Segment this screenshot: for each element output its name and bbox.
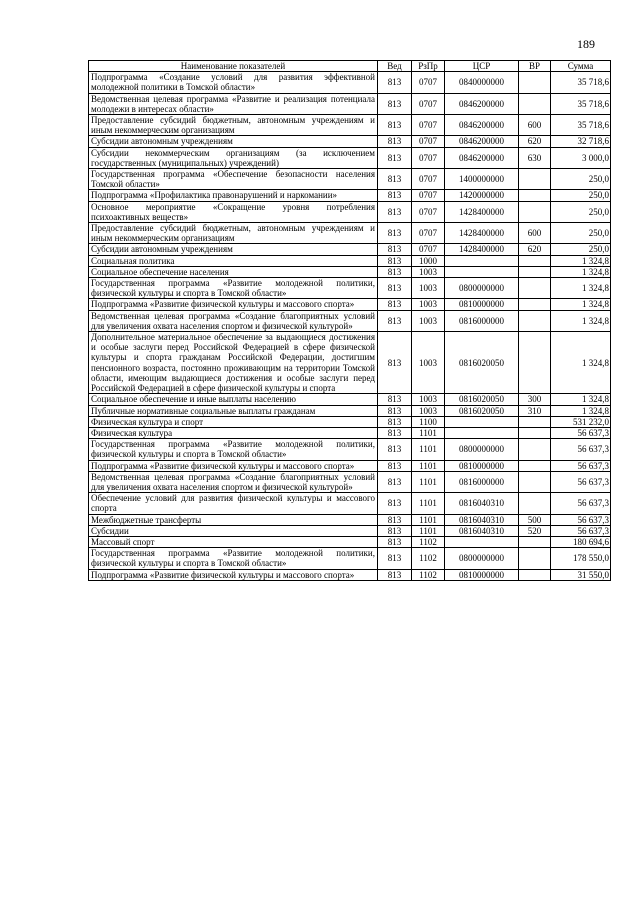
indicator-name-cell: Физическая культура и спорт bbox=[89, 416, 378, 427]
ved-cell: 813 bbox=[378, 460, 412, 471]
table-row bbox=[89, 244, 611, 255]
header-csr: ЦСР bbox=[445, 61, 519, 72]
sum-cell: 1 324,8 bbox=[551, 310, 611, 331]
vr-cell bbox=[519, 93, 551, 114]
rzpr-cell: 1003 bbox=[412, 299, 445, 310]
ved-cell: 813 bbox=[378, 536, 412, 547]
ved-cell: 813 bbox=[378, 439, 412, 460]
csr-cell bbox=[445, 416, 519, 427]
vr-cell: 500 bbox=[519, 514, 551, 525]
table-row bbox=[89, 569, 611, 580]
rzpr-cell: 1101 bbox=[412, 460, 445, 471]
csr-cell: 0846200000 bbox=[445, 115, 519, 136]
sum-cell: 250,0 bbox=[551, 201, 611, 222]
table-row bbox=[89, 405, 611, 416]
header-ved: Вед bbox=[378, 61, 412, 72]
indicator-name-cell: Подпрограмма «Профилактика правонарушений и наркомании» bbox=[89, 190, 378, 201]
vr-cell: 630 bbox=[519, 147, 551, 168]
rzpr-cell: 0707 bbox=[412, 244, 445, 255]
ved-cell: 813 bbox=[378, 93, 412, 114]
sum-cell: 250,0 bbox=[551, 169, 611, 190]
vr-cell bbox=[519, 310, 551, 331]
vr-cell: 310 bbox=[519, 405, 551, 416]
csr-cell bbox=[445, 266, 519, 277]
table-row bbox=[89, 115, 611, 136]
table-body bbox=[89, 72, 611, 581]
csr-cell: 0846200000 bbox=[445, 93, 519, 114]
vr-cell bbox=[519, 536, 551, 547]
table-header-row bbox=[89, 61, 611, 72]
indicator-name-cell: Субсидии автономным учреждениям bbox=[89, 136, 378, 147]
csr-cell: 1428400000 bbox=[445, 244, 519, 255]
ved-cell: 813 bbox=[378, 169, 412, 190]
ved-cell: 813 bbox=[378, 416, 412, 427]
rzpr-cell: 0707 bbox=[412, 169, 445, 190]
ved-cell: 813 bbox=[378, 190, 412, 201]
indicator-name-cell: Социальное обеспечение населения bbox=[89, 266, 378, 277]
rzpr-cell: 1003 bbox=[412, 332, 445, 394]
csr-cell: 0816000000 bbox=[445, 310, 519, 331]
table-row bbox=[89, 394, 611, 405]
csr-cell: 1400000000 bbox=[445, 169, 519, 190]
rzpr-cell: 1003 bbox=[412, 405, 445, 416]
table-row bbox=[89, 536, 611, 547]
csr-cell: 0810000000 bbox=[445, 460, 519, 471]
sum-cell: 1 324,8 bbox=[551, 394, 611, 405]
indicator-name-cell: Подпрограмма «Создание условий для развития эффективной молодежной политики в Томской области» bbox=[89, 72, 378, 93]
vr-cell bbox=[519, 255, 551, 266]
table-row bbox=[89, 266, 611, 277]
budget-table bbox=[88, 60, 611, 581]
sum-cell: 56 637,3 bbox=[551, 493, 611, 514]
vr-cell bbox=[519, 278, 551, 299]
rzpr-cell: 0707 bbox=[412, 190, 445, 201]
header-name: Наименование показателей bbox=[89, 61, 378, 72]
vr-cell bbox=[519, 190, 551, 201]
rzpr-cell: 0707 bbox=[412, 223, 445, 244]
table-row bbox=[89, 493, 611, 514]
vr-cell bbox=[519, 439, 551, 460]
csr-cell: 0800000000 bbox=[445, 439, 519, 460]
csr-cell: 1420000000 bbox=[445, 190, 519, 201]
table-row bbox=[89, 439, 611, 460]
vr-cell bbox=[519, 266, 551, 277]
rzpr-cell: 1101 bbox=[412, 493, 445, 514]
indicator-name-cell: Предоставление субсидий бюджетным, автономным учреждениям и иным некоммерческим организациям bbox=[89, 115, 378, 136]
csr-cell: 0816020050 bbox=[445, 394, 519, 405]
rzpr-cell: 1101 bbox=[412, 427, 445, 438]
sum-cell: 56 637,3 bbox=[551, 427, 611, 438]
rzpr-cell: 0707 bbox=[412, 136, 445, 147]
vr-cell bbox=[519, 416, 551, 427]
indicator-name-cell: Социальная политика bbox=[89, 255, 378, 266]
sum-cell: 180 694,6 bbox=[551, 536, 611, 547]
ved-cell: 813 bbox=[378, 405, 412, 416]
indicator-name-cell: Социальное обеспечение и иные выплаты населению bbox=[89, 394, 378, 405]
header-sum: Сумма bbox=[551, 61, 611, 72]
vr-cell bbox=[519, 169, 551, 190]
sum-cell: 31 550,0 bbox=[551, 569, 611, 580]
ved-cell: 813 bbox=[378, 548, 412, 569]
vr-cell bbox=[519, 72, 551, 93]
rzpr-cell: 1101 bbox=[412, 439, 445, 460]
ved-cell: 813 bbox=[378, 255, 412, 266]
rzpr-cell: 1101 bbox=[412, 471, 445, 492]
sum-cell: 531 232,0 bbox=[551, 416, 611, 427]
rzpr-cell: 1102 bbox=[412, 536, 445, 547]
table-row bbox=[89, 147, 611, 168]
table-row bbox=[89, 416, 611, 427]
table-row bbox=[89, 310, 611, 331]
ved-cell: 813 bbox=[378, 514, 412, 525]
indicator-name-cell: Подпрограмма «Развитие физической культуры и массового спорта» bbox=[89, 569, 378, 580]
ved-cell: 813 bbox=[378, 244, 412, 255]
table-row bbox=[89, 460, 611, 471]
sum-cell: 56 637,3 bbox=[551, 471, 611, 492]
ved-cell: 813 bbox=[378, 310, 412, 331]
sum-cell: 250,0 bbox=[551, 244, 611, 255]
vr-cell bbox=[519, 569, 551, 580]
vr-cell: 600 bbox=[519, 115, 551, 136]
vr-cell: 300 bbox=[519, 394, 551, 405]
ved-cell: 813 bbox=[378, 223, 412, 244]
indicator-name-cell: Публичные нормативные социальные выплаты гражданам bbox=[89, 405, 378, 416]
ved-cell: 813 bbox=[378, 136, 412, 147]
indicator-name-cell: Массовый спорт bbox=[89, 536, 378, 547]
table-row bbox=[89, 548, 611, 569]
indicator-name-cell: Подпрограмма «Развитие физической культуры и массового спорта» bbox=[89, 299, 378, 310]
csr-cell: 0816040310 bbox=[445, 493, 519, 514]
indicator-name-cell: Субсидии автономным учреждениям bbox=[89, 244, 378, 255]
vr-cell: 520 bbox=[519, 525, 551, 536]
vr-cell bbox=[519, 427, 551, 438]
indicator-name-cell: Государственная программа «Развитие молодежной политики, физической культуры и спорта в Томской области» bbox=[89, 278, 378, 299]
csr-cell: 0846200000 bbox=[445, 147, 519, 168]
sum-cell: 250,0 bbox=[551, 190, 611, 201]
table-row bbox=[89, 136, 611, 147]
indicator-name-cell: Государственная программа «Развитие молодежной политики, физической культуры и спорта в Томской области» bbox=[89, 548, 378, 569]
table-row bbox=[89, 169, 611, 190]
indicator-name-cell: Субсидии bbox=[89, 525, 378, 536]
table-row bbox=[89, 278, 611, 299]
rzpr-cell: 1003 bbox=[412, 310, 445, 331]
indicator-name-cell: Государственная программа «Развитие молодежной политики, физической культуры и спорта в Томской области» bbox=[89, 439, 378, 460]
csr-cell: 0800000000 bbox=[445, 548, 519, 569]
vr-cell: 620 bbox=[519, 136, 551, 147]
indicator-name-cell: Физическая культура bbox=[89, 427, 378, 438]
ved-cell: 813 bbox=[378, 427, 412, 438]
csr-cell: 0816000000 bbox=[445, 471, 519, 492]
page-number: 189 bbox=[577, 37, 595, 51]
sum-cell: 35 718,6 bbox=[551, 72, 611, 93]
ved-cell: 813 bbox=[378, 115, 412, 136]
indicator-name-cell: Подпрограмма «Развитие физической культуры и массового спорта» bbox=[89, 460, 378, 471]
csr-cell: 0816040310 bbox=[445, 525, 519, 536]
rzpr-cell: 1003 bbox=[412, 394, 445, 405]
sum-cell: 56 637,3 bbox=[551, 439, 611, 460]
rzpr-cell: 0707 bbox=[412, 72, 445, 93]
sum-cell: 178 550,0 bbox=[551, 548, 611, 569]
rzpr-cell: 1102 bbox=[412, 548, 445, 569]
ved-cell: 813 bbox=[378, 266, 412, 277]
csr-cell: 1428400000 bbox=[445, 201, 519, 222]
table-row bbox=[89, 93, 611, 114]
ved-cell: 813 bbox=[378, 332, 412, 394]
vr-cell bbox=[519, 332, 551, 394]
sum-cell: 56 637,3 bbox=[551, 514, 611, 525]
vr-cell bbox=[519, 548, 551, 569]
csr-cell: 0810000000 bbox=[445, 299, 519, 310]
sum-cell: 32 718,6 bbox=[551, 136, 611, 147]
vr-cell bbox=[519, 471, 551, 492]
rzpr-cell: 0707 bbox=[412, 147, 445, 168]
sum-cell: 56 637,3 bbox=[551, 525, 611, 536]
rzpr-cell: 1101 bbox=[412, 525, 445, 536]
rzpr-cell: 0707 bbox=[412, 201, 445, 222]
indicator-name-cell: Субсидии некоммерческим организациям (за исключением государственных (муниципальных) учреждений) bbox=[89, 147, 378, 168]
rzpr-cell: 1000 bbox=[412, 255, 445, 266]
rzpr-cell: 1003 bbox=[412, 266, 445, 277]
header-rzpr: РзПр bbox=[412, 61, 445, 72]
indicator-name-cell: Ведомственная целевая программа «Развитие и реализация потенциала молодежи в интересах области» bbox=[89, 93, 378, 114]
vr-cell: 600 bbox=[519, 223, 551, 244]
csr-cell bbox=[445, 427, 519, 438]
table-row bbox=[89, 190, 611, 201]
ved-cell: 813 bbox=[378, 72, 412, 93]
sum-cell: 1 324,8 bbox=[551, 332, 611, 394]
table-row bbox=[89, 525, 611, 536]
ved-cell: 813 bbox=[378, 147, 412, 168]
csr-cell bbox=[445, 255, 519, 266]
sum-cell: 1 324,8 bbox=[551, 278, 611, 299]
csr-cell: 0800000000 bbox=[445, 278, 519, 299]
sum-cell: 1 324,8 bbox=[551, 405, 611, 416]
table-row bbox=[89, 201, 611, 222]
table-row bbox=[89, 514, 611, 525]
csr-cell: 0840000000 bbox=[445, 72, 519, 93]
rzpr-cell: 1101 bbox=[412, 514, 445, 525]
sum-cell: 1 324,8 bbox=[551, 299, 611, 310]
csr-cell: 0810000000 bbox=[445, 569, 519, 580]
table-row bbox=[89, 72, 611, 93]
indicator-name-cell: Государственная программа «Обеспечение безопасности населения Томской области» bbox=[89, 169, 378, 190]
indicator-name-cell: Ведомственная целевая программа «Создание благоприятных условий для увеличения охвата населения спортом и физической культурой» bbox=[89, 471, 378, 492]
csr-cell bbox=[445, 536, 519, 547]
rzpr-cell: 0707 bbox=[412, 115, 445, 136]
vr-cell bbox=[519, 201, 551, 222]
csr-cell: 1428400000 bbox=[445, 223, 519, 244]
rzpr-cell: 1100 bbox=[412, 416, 445, 427]
sum-cell: 35 718,6 bbox=[551, 93, 611, 114]
sum-cell: 3 000,0 bbox=[551, 147, 611, 168]
rzpr-cell: 0707 bbox=[412, 93, 445, 114]
indicator-name-cell: Предоставление субсидий бюджетным, автономным учреждениям и иным некоммерческим организациям bbox=[89, 223, 378, 244]
table-row bbox=[89, 255, 611, 266]
indicator-name-cell: Обеспечение условий для развития физической культуры и массового спорта bbox=[89, 493, 378, 514]
indicator-name-cell: Дополнительное материальное обеспечение за выдающиеся достижения и особые заслуги перед Российской Федерацией в сфере физической культуры и спорта гражданам Российской Федерации, достигшим пенсионного возраста, постоянно проживающим на территории Томской области, имеющим выдающиеся достижения и особые заслуги перед Российской Федерацией в сфере физической культуры и спорта bbox=[89, 332, 378, 394]
sum-cell: 1 324,8 bbox=[551, 266, 611, 277]
ved-cell: 813 bbox=[378, 569, 412, 580]
table-row bbox=[89, 427, 611, 438]
sum-cell: 35 718,6 bbox=[551, 115, 611, 136]
indicator-name-cell: Основное мероприятие «Сокращение уровня потребления психоактивных веществ» bbox=[89, 201, 378, 222]
ved-cell: 813 bbox=[378, 201, 412, 222]
rzpr-cell: 1003 bbox=[412, 278, 445, 299]
csr-cell: 0816040310 bbox=[445, 514, 519, 525]
rzpr-cell: 1102 bbox=[412, 569, 445, 580]
sum-cell: 1 324,8 bbox=[551, 255, 611, 266]
vr-cell bbox=[519, 299, 551, 310]
table-row bbox=[89, 471, 611, 492]
vr-cell bbox=[519, 460, 551, 471]
ved-cell: 813 bbox=[378, 471, 412, 492]
header-vr: ВР bbox=[519, 61, 551, 72]
csr-cell: 0816020050 bbox=[445, 405, 519, 416]
sum-cell: 250,0 bbox=[551, 223, 611, 244]
ved-cell: 813 bbox=[378, 394, 412, 405]
vr-cell bbox=[519, 493, 551, 514]
table-row bbox=[89, 223, 611, 244]
indicator-name-cell: Межбюджетные трансферты bbox=[89, 514, 378, 525]
table-row bbox=[89, 332, 611, 394]
ved-cell: 813 bbox=[378, 299, 412, 310]
ved-cell: 813 bbox=[378, 493, 412, 514]
indicator-name-cell: Ведомственная целевая программа «Создание благоприятных условий для увеличения охвата населения спортом и физической культурой» bbox=[89, 310, 378, 331]
sum-cell: 56 637,3 bbox=[551, 460, 611, 471]
csr-cell: 0816020050 bbox=[445, 332, 519, 394]
csr-cell: 0846200000 bbox=[445, 136, 519, 147]
vr-cell: 620 bbox=[519, 244, 551, 255]
table-row bbox=[89, 299, 611, 310]
ved-cell: 813 bbox=[378, 525, 412, 536]
ved-cell: 813 bbox=[378, 278, 412, 299]
